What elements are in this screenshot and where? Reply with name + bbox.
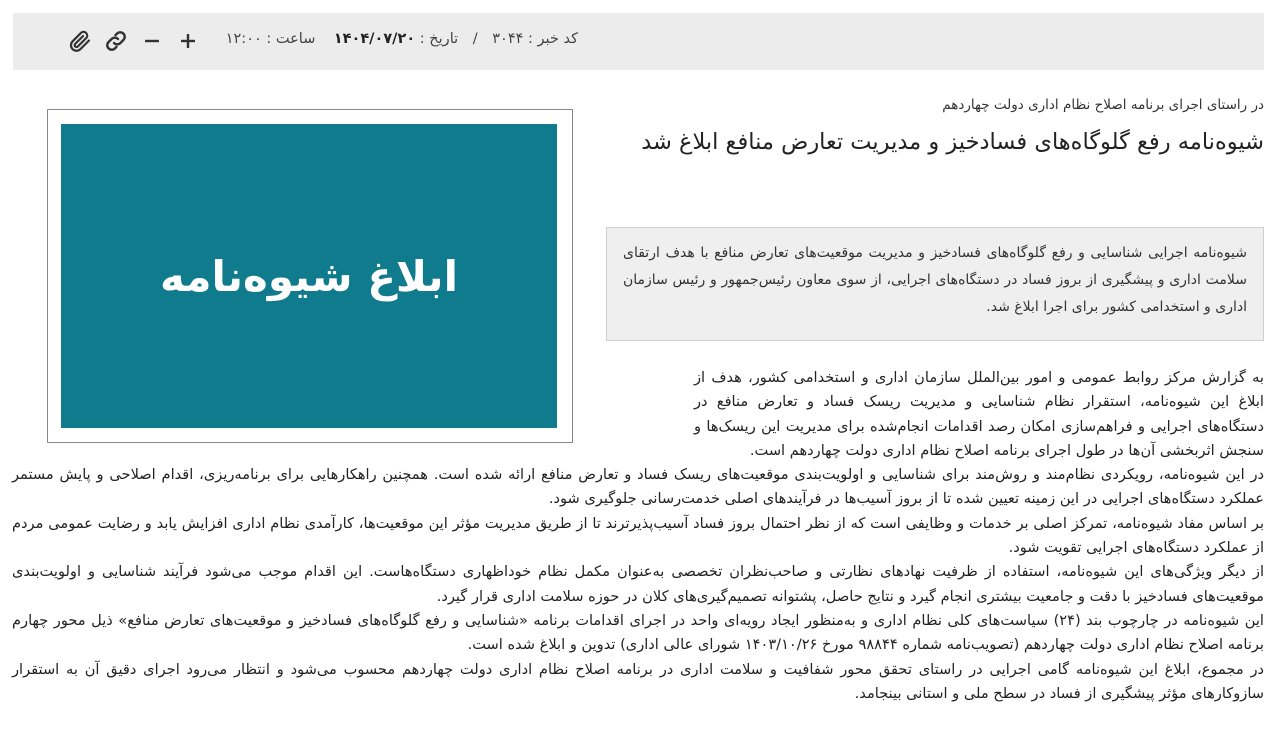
article-paragraph: در این شیوه‌نامه، رویکردی نظام‌مند و روش‌مند برای شناسایی و اولویت‌بندی موقعیت‌های ریسک فساد و تعارض منافع ارائه شده است. همچنین راهکارهایی برای برنامه‌ریزی، اقدام اصلاحی و پایش مستمر عملکرد دستگاه‌های اجرایی در این زمینه تعیین شده تا از بروز آسیب‌ها در فرآیندهای اصلی خدمت‌رسانی جلوگیری شود.: [12, 466, 1264, 508]
meta-separator: /: [472, 31, 478, 47]
article-title: شیوه‌نامه رفع گلوگاه‌های فسادخیز و مدیریت تعارض منافع ابلاغ شد: [641, 129, 1264, 155]
link-icon[interactable]: [103, 28, 129, 54]
plus-icon[interactable]: [175, 28, 201, 54]
article-tools: [67, 27, 201, 55]
article-meta-bar: [13, 13, 1264, 70]
article-body: [12, 366, 1264, 706]
minus-icon[interactable]: [139, 28, 165, 54]
paperclip-icon[interactable]: [67, 28, 93, 54]
image-float-spacer: [12, 366, 694, 460]
news-code: کد خبر : ۳۰۴۴: [492, 31, 578, 47]
date-value: ۱۴۰۴/۰۷/۲۰: [333, 31, 416, 47]
article-paragraph: این شیوه‌نامه در چارچوب بند (۲۴) سیاست‌های کلی نظام اداری و به‌منظور ایجاد رویه‌ای واحد در اجرای اقدامات برنامه «شناسایی و رفع گلوگاه‌های فسادخیز و موقعیت‌های تعارض منافع» ذیل محور چهارم برنامه اصلاح نظام اداری دولت چهاردهم (تصویب‌نامه شماره ۹۸۸۴۴ مورخ ۱۴۰۳/۱۰/۲۶ شورای عالی اداری) تدوین و ابلاغ شده است.: [12, 611, 1264, 654]
article-image-banner: ابلاغ شیوه‌نامه: [61, 124, 557, 428]
date-label: تاریخ :: [419, 31, 459, 47]
article-meta-info: [226, 13, 578, 70]
article-paragraph: در مجموع، ابلاغ این شیوه‌نامه گامی اجرایی در راستای تحقق محور شفافیت و سلامت اداری در برنامه اصلاح نظام اداری دولت چهاردهم محسوب می‌شود و انتظار می‌رود اجرای دقیق آن به استقرار سازوکارهای مؤثر پیشگیری از فساد در سطح ملی و استانی بینجامد.: [12, 660, 1264, 702]
article-rubric: در راستای اجرای برنامه اصلاح نظام اداری دولت چهاردهم: [942, 97, 1264, 113]
article-paragraph: بر اساس مفاد شیوه‌نامه، تمرکز اصلی بر خدمات و وظایفی است که از نظر احتمال بروز فساد آسیب‌پذیرترند تا از طریق مدیریت مؤثر این موقعیت‌ها، کارآمدی نظام اداری افزایش یابد و رضایت عمومی مردم از عملکرد دستگاه‌های اجرایی تقویت شود.: [12, 514, 1264, 557]
article-paragraph: به گزارش مرکز روابط عمومی و امور بین‌الملل سازمان اداری و استخدامی کشور، هدف از ابلاغ این شیوه‌نامه، استقرار نظام شناسایی و مدیریت ریسک فساد و تعارض منافع در دستگاه‌های اجرایی و فراهم‌سازی امکان رصد اقدامات انجام‌شده برای مدیریت این ریسک‌ها و سنجش اثربخشی آن‌ها در طول اجرای برنامه اصلاح نظام اداری دولت چهاردهم است.: [694, 369, 1264, 459]
article-lead: شیوه‌نامه اجرایی شناسایی و رفع گلوگاه‌های فسادخیز و مدیریت موقعیت‌های تعارض منافع با هدف ارتقای سلامت اداری و پیشگیری از بروز فساد در دستگاه‌های اجرایی، از سوی معاون رئیس‌جمهور و رئیس سازمان اداری و استخدامی کشور برای اجرا ابلاغ شد.: [606, 227, 1264, 341]
article-paragraph: از دیگر ویژگی‌های این شیوه‌نامه، استفاده از ظرفیت نهادهای نظارتی و صاحب‌نظران تخصصی به‌عنوان مکمل نظام خوداظهاری دستگاه‌هاست. این اقدام موجب می‌شود فرآیند شناسایی و اولویت‌بندی موقعیت‌های فسادخیز با دقت و جامعیت بیشتری انجام گیرد و نتایج حاصل، پشتوانه تصمیم‌گیری‌های کلان در حوزه سلامت اداری قرار گیرد.: [12, 563, 1264, 605]
time-value: ساعت : ۱۲:۰۰: [225, 31, 316, 47]
